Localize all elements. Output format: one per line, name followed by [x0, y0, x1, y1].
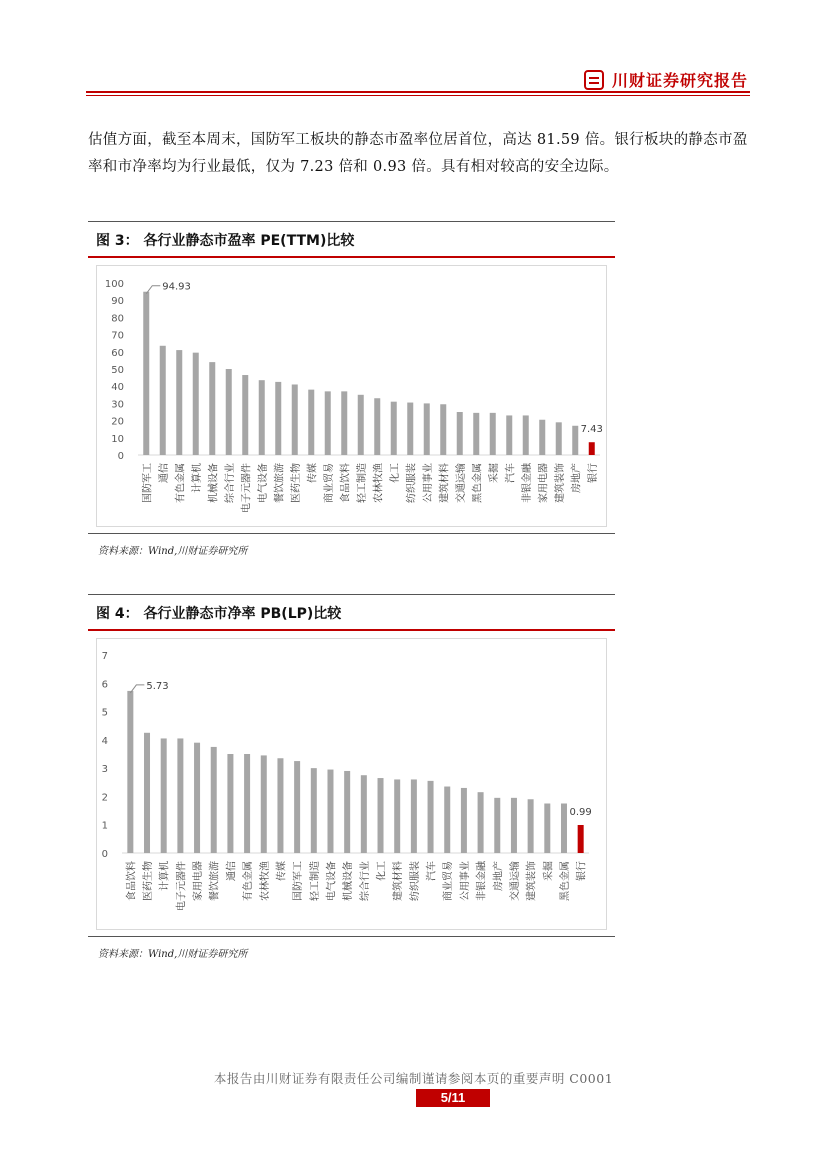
bar — [523, 415, 529, 455]
bar — [444, 787, 450, 853]
bar — [193, 353, 199, 455]
x-tick-label: 医药生物 — [290, 463, 302, 503]
y-tick-label: 50 — [111, 365, 124, 376]
x-tick-label: 有色金属 — [243, 861, 255, 901]
x-tick-label: 家用电器 — [538, 463, 550, 503]
bar — [143, 292, 149, 455]
bar — [544, 804, 550, 854]
brand-logo-icon — [584, 70, 604, 90]
bar — [341, 391, 347, 455]
x-tick-label: 银行 — [576, 861, 588, 881]
bar — [127, 691, 133, 853]
x-tick-label: 银行 — [587, 463, 599, 483]
data-label: 0.99 — [569, 806, 592, 818]
y-tick-label: 4 — [101, 735, 108, 747]
bar — [361, 775, 367, 853]
bar — [226, 369, 232, 455]
figure-pe — [88, 221, 615, 557]
page-number: 5/11 — [416, 1089, 490, 1107]
bar — [424, 403, 430, 455]
bar — [209, 362, 215, 455]
x-tick-label: 机械设备 — [208, 463, 220, 503]
x-tick-label: 商业贸易 — [323, 463, 335, 503]
bar — [227, 754, 233, 853]
x-tick-label: 化工 — [376, 861, 388, 881]
bar — [261, 755, 267, 853]
bar — [277, 758, 283, 853]
x-tick-label: 传媒 — [307, 463, 319, 483]
y-tick-label: 100 — [104, 279, 124, 290]
x-tick-label: 电气设备 — [326, 861, 338, 901]
figure-title-rule — [88, 256, 615, 258]
x-tick-label: 汽车 — [426, 861, 438, 881]
y-tick-label: 6 — [101, 679, 108, 691]
bar — [572, 426, 578, 455]
x-tick-label: 非银金融 — [521, 463, 533, 503]
x-tick-label: 房地产 — [571, 463, 583, 493]
bar — [407, 403, 413, 455]
bar — [275, 382, 281, 455]
bar — [411, 779, 417, 853]
y-tick-label: 20 — [111, 416, 124, 428]
x-tick-label: 计算机 — [159, 861, 171, 891]
figure-pb — [88, 594, 615, 960]
x-tick-label: 房地产 — [493, 861, 505, 891]
y-tick-label: 7 — [101, 651, 108, 662]
x-tick-label: 电气设备 — [257, 463, 269, 503]
bar — [457, 412, 463, 455]
x-tick-label: 机械设备 — [343, 861, 355, 901]
bar — [176, 350, 182, 455]
y-tick-label: 10 — [111, 433, 124, 445]
x-tick-label: 采掘 — [543, 861, 555, 881]
bar — [528, 799, 534, 853]
bar — [539, 420, 545, 455]
y-tick-label: 0 — [101, 849, 108, 860]
x-tick-label: 黑色金属 — [472, 463, 484, 503]
x-tick-label: 化工 — [389, 463, 401, 483]
y-tick-label: 2 — [101, 792, 108, 804]
x-tick-label: 交通运输 — [509, 861, 521, 901]
bar — [478, 792, 484, 853]
x-tick-label: 公用事业 — [459, 861, 471, 901]
bar — [144, 733, 150, 853]
x-tick-label: 电子元器件 — [241, 463, 253, 513]
bar — [292, 384, 298, 455]
bar — [578, 825, 584, 853]
bar — [394, 779, 400, 853]
figure-title: 图 4： 各行业静态市净率 PB(LP)比较 — [96, 606, 342, 622]
data-label: 7.43 — [580, 424, 603, 436]
x-tick-label: 国防军工 — [293, 861, 305, 901]
bar — [561, 804, 567, 854]
x-tick-label: 采掘 — [488, 463, 500, 483]
x-tick-label: 轻工制造 — [309, 861, 321, 901]
bar — [308, 390, 314, 455]
figure-title-rule — [88, 629, 615, 631]
x-tick-label: 综合行业 — [224, 463, 236, 503]
bar — [440, 404, 446, 455]
x-tick-label: 医药生物 — [143, 861, 155, 901]
y-tick-label: 0 — [117, 451, 124, 462]
header-divider — [86, 91, 750, 93]
x-tick-label: 黑色金属 — [559, 861, 571, 901]
y-tick-label: 30 — [111, 399, 124, 411]
x-tick-label: 农林牧渔 — [373, 463, 385, 503]
x-tick-label: 轻工制造 — [356, 463, 368, 503]
x-tick-label: 计算机 — [191, 463, 203, 493]
x-tick-label: 建筑装饰 — [554, 463, 566, 503]
x-tick-label: 建筑材料 — [393, 861, 405, 901]
y-tick-label: 5 — [101, 707, 108, 719]
bar — [511, 798, 517, 853]
bar — [344, 771, 350, 853]
bar — [327, 770, 333, 853]
bar — [244, 754, 250, 853]
pb-chart — [97, 639, 606, 929]
bar — [242, 375, 248, 455]
y-tick-label: 90 — [111, 296, 124, 308]
bar — [161, 738, 167, 853]
y-tick-label: 80 — [111, 313, 124, 325]
y-tick-label: 1 — [101, 820, 108, 832]
x-tick-label: 电子元器件 — [176, 861, 188, 911]
y-tick-label: 3 — [101, 764, 108, 776]
x-tick-label: 食品饮料 — [340, 463, 352, 503]
x-tick-label: 通信 — [158, 463, 170, 483]
bar — [556, 422, 562, 455]
x-tick-label: 餐饮旅游 — [209, 861, 221, 901]
x-tick-label: 纺织服装 — [406, 463, 418, 503]
x-tick-label: 传媒 — [276, 861, 288, 881]
x-tick-label: 综合行业 — [359, 861, 371, 901]
brand-header — [584, 68, 748, 91]
bar — [473, 413, 479, 455]
y-tick-label: 60 — [111, 347, 124, 359]
x-tick-label: 餐饮旅游 — [274, 463, 286, 503]
body-paragraph: 估值方面，截至本周末，国防军工板块的静态市盈率位居首位，高达 81.59 倍。银行板块的静态市盈率和市净率均为行业最低，仅为 7.23 倍和 0.93 倍。具有相对较高的安全边际。 — [88, 132, 748, 175]
y-tick-label: 70 — [111, 330, 124, 342]
data-label: 5.73 — [146, 680, 169, 692]
figure-title: 图 3： 各行业静态市盈率 PE(TTM)比较 — [96, 233, 355, 249]
bar — [589, 442, 595, 455]
header-divider-thin — [86, 95, 750, 96]
figure-source: 资料来源：Wind,川财证券研究所 — [98, 949, 248, 960]
x-tick-label: 非银金融 — [476, 861, 488, 901]
bar — [378, 778, 384, 853]
x-tick-label: 有色金属 — [175, 463, 187, 503]
x-tick-label: 通信 — [226, 861, 238, 881]
figure-source: 资料来源：Wind,川财证券研究所 — [98, 546, 248, 557]
x-tick-label: 农林牧渔 — [259, 861, 271, 901]
bar — [294, 761, 300, 853]
pe-chart-box — [96, 265, 607, 527]
x-tick-label: 国防军工 — [142, 463, 154, 503]
bar — [358, 395, 364, 455]
bar — [177, 738, 183, 853]
x-tick-label: 交通运输 — [455, 463, 467, 503]
bar — [391, 402, 397, 455]
bar — [211, 747, 217, 853]
bar — [494, 798, 500, 853]
x-tick-label: 公用事业 — [422, 463, 434, 503]
x-tick-label: 汽车 — [505, 463, 517, 483]
x-tick-label: 食品饮料 — [126, 861, 138, 901]
bar — [374, 398, 380, 455]
bar — [325, 391, 331, 455]
bar — [311, 768, 317, 853]
x-tick-label: 纺织服装 — [409, 861, 421, 901]
bar — [461, 788, 467, 853]
bar — [428, 781, 434, 853]
pe-chart — [97, 266, 606, 526]
y-tick-label: 40 — [111, 382, 124, 394]
bar — [490, 413, 496, 455]
bar — [259, 380, 265, 455]
pb-chart-box — [96, 638, 607, 930]
x-tick-label: 家用电器 — [193, 861, 205, 901]
x-tick-label: 商业贸易 — [443, 861, 455, 901]
x-tick-label: 建筑装饰 — [526, 861, 538, 901]
bar — [160, 346, 166, 455]
data-label: 94.93 — [162, 281, 191, 293]
footer-disclaimer: 本报告由川财证券有限责任公司编制谨请参阅本页的重要声明 C0001 — [213, 1071, 614, 1086]
bar — [194, 743, 200, 853]
bar — [506, 415, 512, 455]
x-tick-label: 建筑材料 — [439, 463, 451, 503]
brand-title: 川财证券研究报告 — [612, 71, 749, 90]
